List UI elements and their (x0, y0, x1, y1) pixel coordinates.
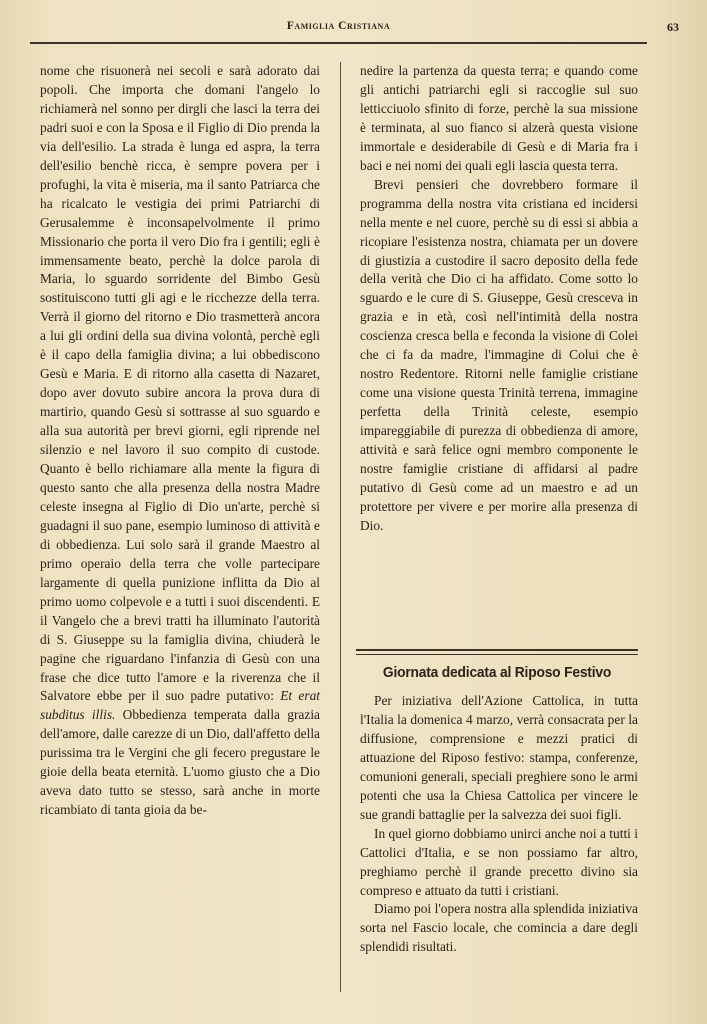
running-head (30, 18, 679, 44)
column-divider (340, 62, 341, 992)
left-column (40, 62, 320, 820)
section-rule (356, 649, 638, 655)
article-paragraph-3: Diamo poi l'opera nostra alla splendida iniziativa sorta nel Fascio locale, che comincia a dare degli splendidi risultati. (360, 901, 638, 955)
article-paragraph-2: In quel giorno dobbiamo unirci anche noi a tutti i Cattolici d'Italia, e se non possiamo far altro, preghiamo perchè il grande precetto divino sia compreso e attuato da tutti i cristiani. (360, 825, 638, 898)
article-paragraph-1: Per iniziativa dell'Azione Cattolica, in tutta l'Italia la domenica 4 marzo, verrà consacrata per la diffusione, comprensione e mezzi pratici di attuazione del Riposo festivo: stampa, conferenze, comunioni generali, speciali preghiere sono le armi potenti che usa la Chiesa Cattolica per vincere le sue grandi battaglie per la salvezza dei suoi figli. (360, 693, 638, 822)
right-column (360, 62, 638, 536)
right-paragraph-1: nedire la partenza da questa terra; e quando come gli antichi patriarchi egli si raccoglie sul suo letticciuolo sfinito di forze, perchè la sua missione è terminata, al suo fianco si alzerà questa visione immortale e desiderabile di Gesù e di Maria fra i baci e nei nomi dei quali egli lascia questa terra. (360, 63, 638, 173)
left-paragraph (40, 62, 320, 820)
article-heading: Giornata dedicata al Riposo Festivo (382, 664, 612, 681)
page-number: 63 (667, 20, 679, 34)
left-paragraph-text: nome che risuonerà nei secoli e sarà adorato dai popoli. Che importa che domani l'angelo lo richiamerà nel sonno per dirgli che lasci la terra dei padri suoi e con la Sposa e il Figlio di Dio prenda la via dell'esilio. La strada è lunga ed aspra, la terra dell'esilio benchè ricca, è sempre povera per i profughi, la vita è miseria, ma il santo Patriarca che ha ricalcato le vestigia dei primi Patriarchi di Gerusalemme è inconsapelvolmente il primo Missionario che porta il vero Dio fra i gentili; egli è immensamente beato, perchè la dolce parola di Maria, lo sguardo sorridente del Bimbo Gesù sostituiscono tutti gli agi e le ricchezze della terra. Verrà il giorno del ritorno e Dio trasmetterà ancora a lui gli ordini della sua divina volontà, perchè egli è il capo della famiglia divina; a lui obbediscono Gesù e Maria. E di ritorno alla casetta di Nazaret, dopo aver dovuto subire ancora la prova dura di martirio, quando Gesù si sottrasse al suo sguardo e alla sua autorità per brevi giorni, egli riprende nel silenzio e nel lavoro il suo compito di custode. Quanto è bello richiamare alla mente la figura di questo santo che alla presenza della nostra Madre celeste insegna al Figlio di Dio un'arte, perchè si guadagni il suo pane, esempio luminoso di attività e di obbedienza. Lui solo sarà il grande Maestro al primo operaio della terra che volle partecipare largamente di quella punizione inflitta da Dio al primo uomo colpevole e a tutti i suoi discendenti. E il Vangelo che a brevi tratti ha illuminato l'autorità di S. Giuseppe su la famiglia divina, chiuderà le pagine che riguardano l'infanzia di Gesù con una frase che dice tutto l'amore e la riverenza che il Salvatore ebbe per il suo padre putativo: (40, 63, 320, 704)
running-title: Famiglia Cristiana (286, 20, 391, 32)
latin-quote: Et erat subditus illis. (40, 688, 320, 723)
left-paragraph-end: Obbedienza temperata dalla grazia dell'amore, dalle carezze di un Dio, dall'affetto della purissima tra le Vergini che gli fecero pregustare le gioie della beata eternità. L'uomo giusto che a Dio aveva dato tutto se stesso, sarà anche in morte ricambiato di tanta gioia da be- (40, 707, 320, 818)
right-paragraph-2: Brevi pensieri che dovrebbero formare il programma della nostra vita cristiana ed incidersi nella mente e nel cuore, perchè su di essi si abbia a ricopiare l'esistenza nostra, chiamata per un dovere di giustizia a custodire il sacro deposito della fede della verità che Dio ci ha affidato. Come sotto lo sguardo e le cure di S. Giuseppe, Gesù cresceva in grazia e in età, così nell'intimità della nostra coscienza cresca bella e feconda la visione di Colei che ci fa da madre, l'immagine di Colui che è nostro Redentore. Ritorni nelle famiglie cristiane come una visione questa Trinità terrena, immagine perfetta della Trinità celeste, esempio impareggiabile di purezza di obbedienza di amore, attività e sarà felice ogni membro componente le nostre famiglie cristiane di affidarsi al padre putativo di Gesù come ad un maestro e ad un protettore per vivere e per morire alla presenza di Dio. (360, 176, 638, 533)
article-body (360, 692, 638, 957)
